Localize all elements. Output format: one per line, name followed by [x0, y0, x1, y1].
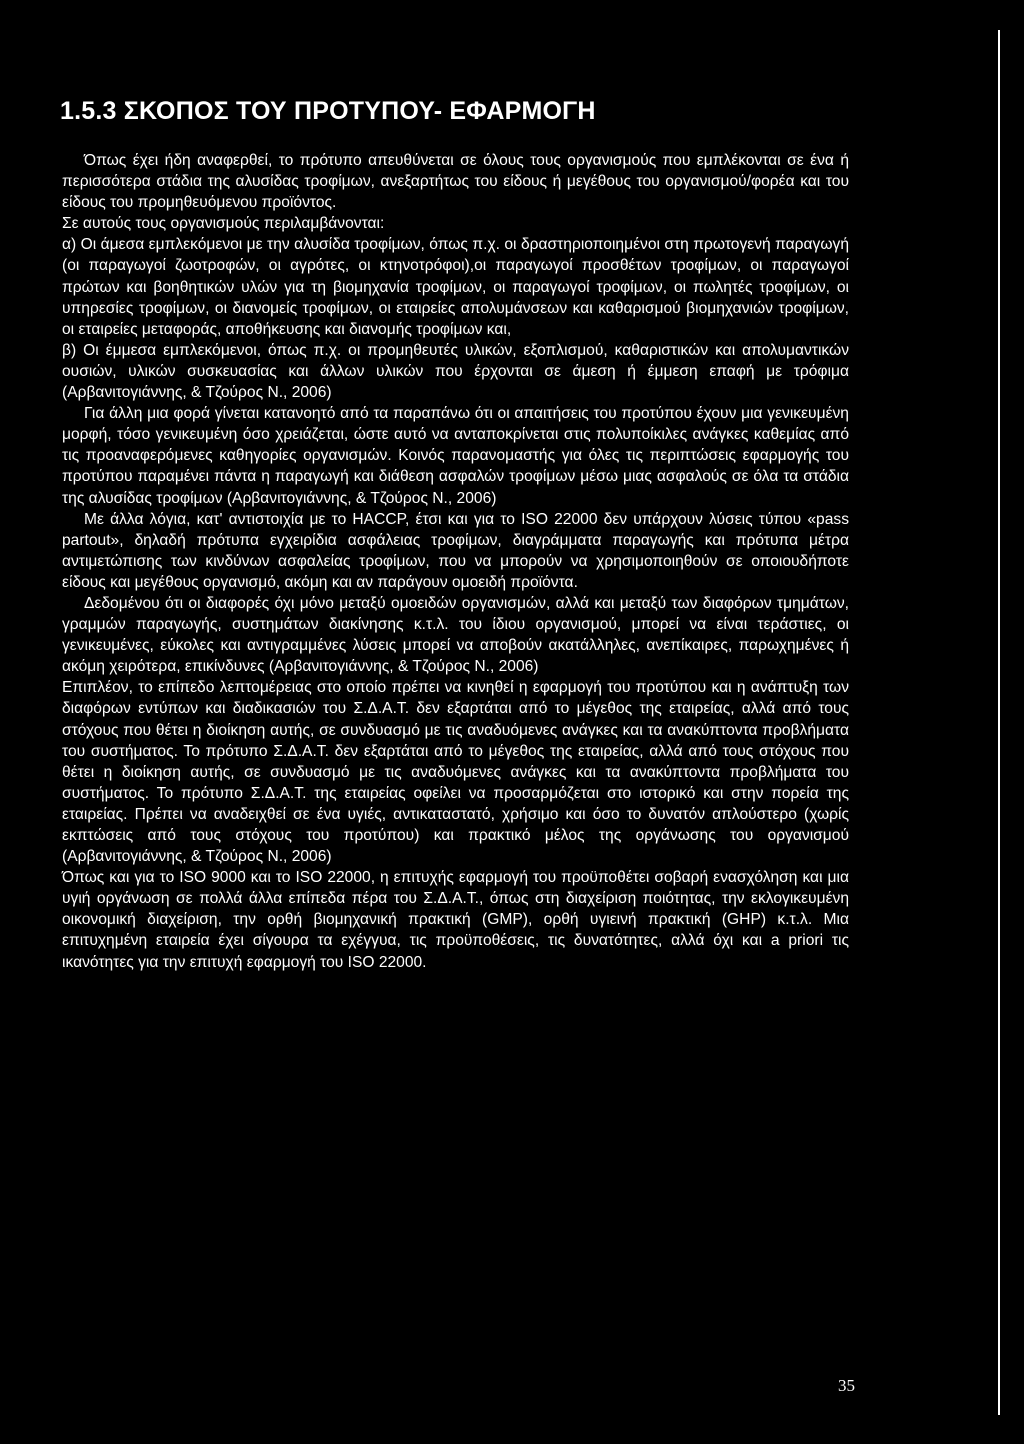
- paragraph-iso-9000-comparison: Όπως και για το ISO 9000 και το ISO 22000, η επιτυχής εφαρμογή του προϋποθέτει σοβαρή ενασχόληση και μια υγιή οργάνωση σε πολλά άλλα επίπεδα πέρα του Σ.Δ.Α.Τ., όπως στη διαχείριση ποιότητας, την εκλογικευμένη οικονομική διαχείριση, την ορθή βιομηχανική πρακτική (GMP), ορθή υγιεινή πρακτική (GHP) κ.τ.λ. Μια επιτυχημένη εταιρεία έχει σίγουρα τα εχέγγυα, τις προϋποθέσεις, τις δυνατότητες, αλλά όχι και a priori τις ικανότητες για την επιτυχή εφαρμογή του ISO 22000.: [62, 869, 849, 971]
- paragraph-organizations-lead: Σε αυτούς τους οργανισμούς περιλαμβάνονται:: [62, 215, 385, 233]
- page-edge-line: [998, 30, 1000, 1415]
- page-number: 35: [838, 1376, 855, 1395]
- paragraph-scope-intro: Όπως έχει ήδη αναφερθεί, το πρότυπο απευθύνεται σε όλους τους οργανισμούς που εμπλέκονται σε ένα ή περισσότερα στάδια της αλυσίδας τροφίμων, ανεξαρτήτως του είδους ή μεγέθους του οργανισμού/φορέα και του είδους του προμηθευόμενου προϊόντος.: [62, 152, 849, 212]
- section-heading: 1.5.3 ΣΚΟΠΟΣ ΤΟΥ ΠΡΟΤΥΠΟΥ- ΕΦΑΡΜΟΓΗ: [60, 97, 596, 125]
- paragraph-generalized-requirements: Για άλλη μια φορά γίνεται κατανοητό από τα παραπάνω ότι οι απαιτήσεις του προτύπου έχουν μια γενικευμένη μορφή, τόσο γενικευμένη όσο χρειάζεται, ώστε αυτό να ανταποκρίνεται στις πολυποίκιλες ανάγκες καθεμίας από τις προαναφερόμενες καθηγορίες οργανισμών. Κοινός παρανομαστής για όλες τις περιπτώσεις εφαρμογής του προτύπου παραμένει πάντα η παραγωγή και διάθεση ασφαλών τροφίμων μέσω μιας ασφαλούς σε όλα τα στάδια της αλυσίδας τροφίμων (Αρβανιτογιάννης, & Τζούρος Ν., 2006): [62, 405, 849, 507]
- body-text: [62, 150, 849, 973]
- paragraph-indirect-involvement: β) Οι έμμεσα εμπλεκόμενοι, όπως π.χ. οι προμηθευτές υλικών, εξοπλισμού, καθαριστικών και απολυμαντικών ουσιών, υλικών συσκευασίας και άλλων υλικών που έρχονται σε άμεση ή έμμεση επαφή με τρόφιμα (Αρβανιτογιάννης, & Τζούρος Ν., 2006): [62, 341, 849, 402]
- paragraph-differences: Δεδομένου ότι οι διαφορές όχι μόνο μεταξύ ομοειδών οργανισμών, αλλά και μεταξύ των διαφόρων τμημάτων, γραμμών παραγωγής, συστημάτων διακίνησης κ.τ.λ. του ίδιου οργανισμού, μπορεί να είναι τεράστιες, οι γενικευμένες, εύκολες και αντιγραμμένες λύσεις μπορεί να αποβούν ακατάλληλες, ανεπίκαιρες, παρωχημένες ή ακόμη χειρότερα, επικίνδυνες (Αρβανιτογιάννης, & Τζούρος Ν., 2006): [62, 594, 849, 676]
- paragraph-level-of-detail: Επιπλέον, το επίπεδο λεπτομέρειας στο οποίο πρέπει να κινηθεί η εφαρμογή του προτύπου και η ανάπτυξη των διαφόρων εντύπων και διαδικασιών του Σ.Δ.Α.Τ. δεν εξαρτάται από το μέγεθος της εταιρείας, αλλά από τους στόχους που θέτει η διοίκηση αυτής, σε συνδυασμό με τις αναδυόμενες ανάγκες και τα ανακύπτοντα προβλήματα του συστήματος. Το πρότυπο Σ.Δ.Α.Τ. δεν εξαρτάται από το μέγεθος της εταιρείας, αλλά από τους στόχους που θέτει η διοίκηση αυτής, σε συνδυασμό με τις αναδυόμενες ανάγκες και τα ανακύπτοντα προβλήματα του συστήματος. Το πρότυπο Σ.Δ.Α.Τ. της εταιρείας οφείλει να προσαρμόζεται στο ιστορικό και στην πορεία της εταιρείας. Πρέπει να αναδειχθεί σε ένα υγιές, αντικαταστατό, χρήσιμο και όσο το δυνατόν απλούστερο (χωρίς εκπτώσεις από τους στόχους του προτύπου) και πρακτικό μέλος της οργάνωσης του οργανισμού (Αρβανιτογιάννης, & Τζούρος Ν., 2006): [62, 679, 849, 866]
- paragraph-direct-involvement: α) Οι άμεσα εμπλεκόμενοι με την αλυσίδα τροφίμων, όπως π.χ. οι δραστηριοποιημένοι στη πρωτογενή παραγωγή (οι παραγωγοί ζωοτροφών, οι αγρότες, οι κτηνοτρόφοι),οι παραγωγοί προσθέτων τροφίμων, οι παραγωγοί πρώτων και βοηθητικών υλών για τη βιομηχανία τροφίμων, οι παραγωγοί τροφίμων, οι πωλητές τροφίμων, οι υπηρεσίες τροφίμων, οι διανομείς τροφίμων, οι εταιρείες απολυμάνσεων και καθαρισμού βιομηχανιών τροφίμων, οι εταιρείες μεταφοράς, αποθήκευσης και διανομής τροφίμων και,: [62, 236, 849, 338]
- paragraph-no-pass-partout: Με άλλα λόγια, κατ' αντιστοιχία με το HACCP, έτσι και για το ISO 22000 δεν υπάρχουν λύσεις τύπου «pass partout», δηλαδή πρότυπα εγχειρίδια ασφάλειας τροφίμων, διαγράμματα παραγωγής και πρότυπα μέτρα αντιμετώπισης των κινδύνων ασφαλείας τροφίμων, που να μπορούν να χρησιμοποιηθούν σε οποιουδήποτε είδους και μεγέθους οργανισμό, ακόμη και αν παράγουν ομοειδή προϊόντα.: [62, 510, 849, 591]
